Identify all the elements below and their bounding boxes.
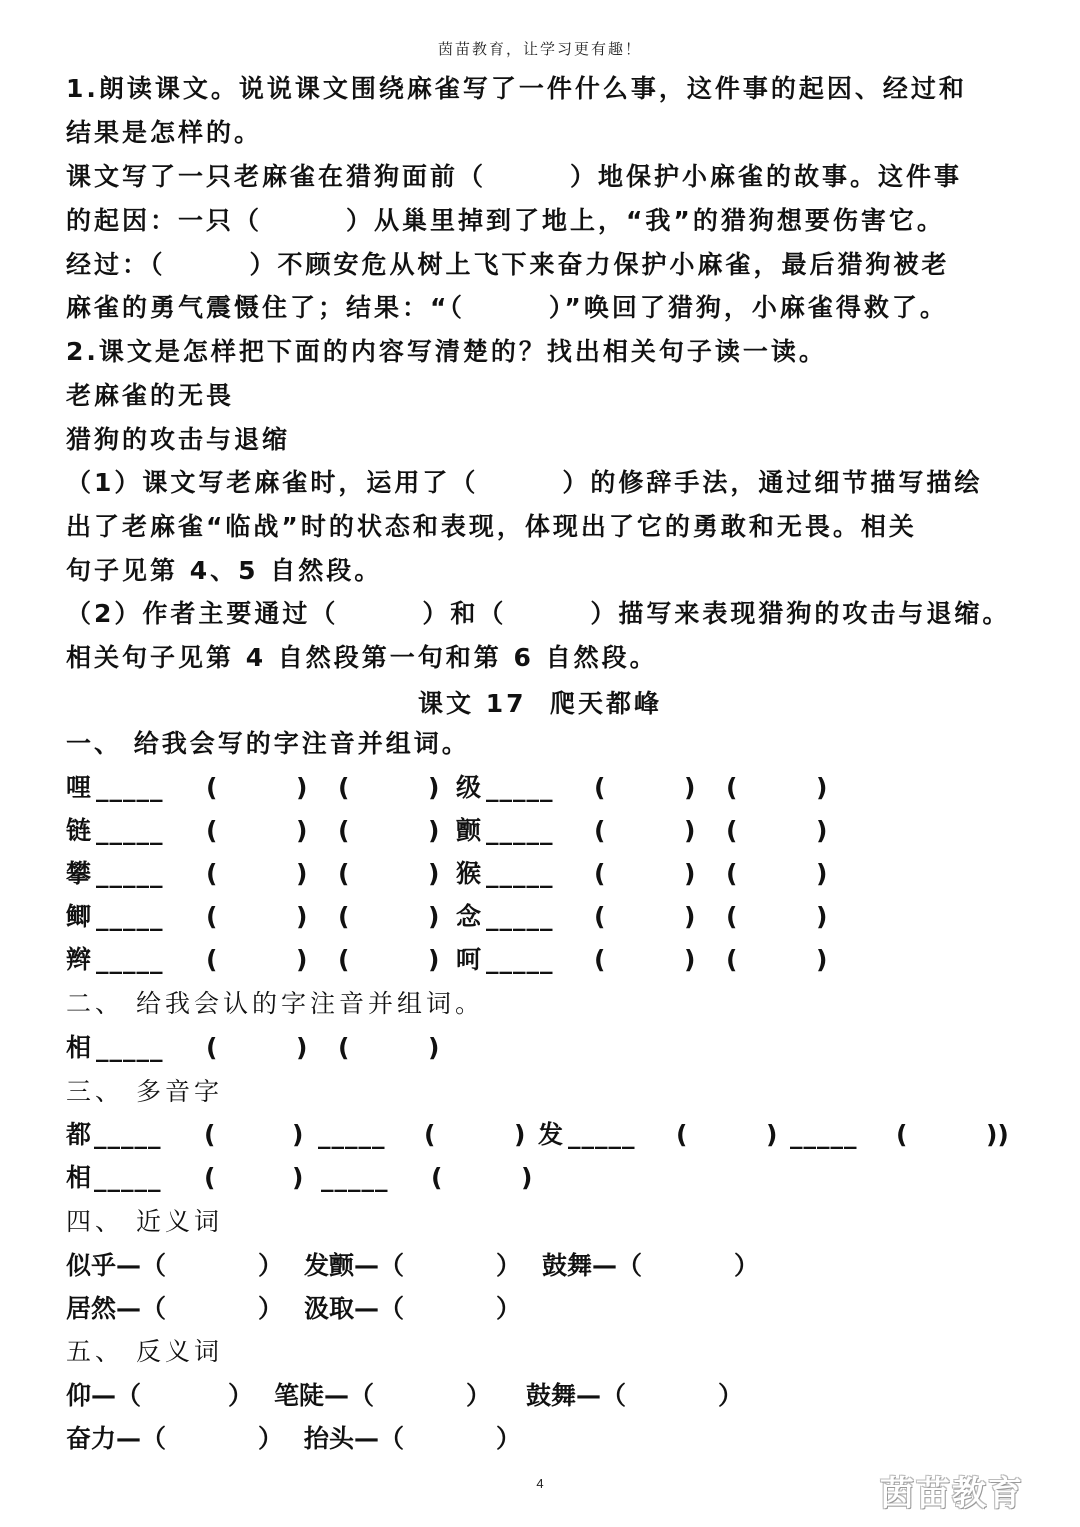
section-5-heading: 五、 反义词 xyxy=(66,1337,223,1366)
word-open: ( xyxy=(594,859,606,888)
section-3-heading: 三、 多音字 xyxy=(66,1077,223,1106)
antonym-word: 笔陡—（ xyxy=(274,1381,375,1410)
word-close: ) xyxy=(816,859,828,888)
word-close: ) xyxy=(816,902,828,931)
pinyin-blank[interactable]: _____ xyxy=(486,902,554,931)
word-blank[interactable]: _____ xyxy=(790,1120,858,1149)
section-2-heading: 二、 给我会认的字注音并组词。 xyxy=(66,989,484,1018)
word-close: ) xyxy=(296,773,308,802)
word-open: ( xyxy=(206,1033,218,1062)
answer-close: ） xyxy=(496,1294,522,1323)
word-blank[interactable]: _____ xyxy=(94,1163,162,1192)
pinyin-close: ) xyxy=(292,1163,304,1192)
word-open: ( xyxy=(206,859,218,888)
pinyin-blank[interactable]: _____ xyxy=(96,816,164,845)
page-number: 4 xyxy=(536,1476,544,1491)
word-blank[interactable]: _____ xyxy=(568,1120,636,1149)
word-close: ) xyxy=(816,816,828,845)
lesson-title: 课文 17 爬天都峰 xyxy=(418,689,662,718)
synonym-word: 发颤—（ xyxy=(304,1251,405,1280)
word-close: ) xyxy=(816,773,828,802)
answer-1-line-4: 麻雀的勇气震慑住了；结果：“（ ）”唤回了猎狗，小麻雀得救了。 xyxy=(66,293,948,322)
antonym-word: 鼓舞—（ xyxy=(526,1381,627,1410)
word-open: ( xyxy=(338,773,350,802)
answer-close: ） xyxy=(496,1251,522,1280)
pinyin-close: ) xyxy=(292,1120,304,1149)
polyphone-char: 发 xyxy=(538,1120,564,1149)
pinyin-blank[interactable]: _____ xyxy=(486,945,554,974)
section-4-heading: 四、 近义词 xyxy=(66,1207,223,1236)
char-left: 哩 xyxy=(66,773,92,802)
pinyin-close: ) xyxy=(521,1163,533,1192)
word-close: ) xyxy=(296,945,308,974)
char-left: 攀 xyxy=(66,859,92,888)
topic-sparrow: 老麻雀的无畏 xyxy=(66,381,235,410)
char-right: 级 xyxy=(456,773,482,802)
pinyin-open: ( xyxy=(204,1163,216,1192)
question-1-line-2: 结果是怎样的。 xyxy=(66,118,263,147)
page-header-slogan: 茵苗教育，让学习更有趣！ xyxy=(437,40,642,58)
pinyin-open: ( xyxy=(424,1120,436,1149)
word-close: ) xyxy=(296,859,308,888)
antonym-word: 仰—（ xyxy=(66,1381,142,1410)
word-close: ) xyxy=(296,902,308,931)
word-open: ( xyxy=(594,773,606,802)
topic-dog: 猎狗的攻击与退缩 xyxy=(66,425,291,454)
pinyin-close: ) xyxy=(766,1120,778,1149)
answer-2-1-line-1: （1）课文写老麻雀时，运用了（ ）的修辞手法，通过细节描写描绘 xyxy=(66,468,983,497)
answer-close: ） xyxy=(258,1294,284,1323)
answer-2-1-line-3: 句子见第 4、5 自然段。 xyxy=(66,556,383,585)
char-left: 辫 xyxy=(66,945,92,974)
answer-close: ） xyxy=(718,1381,744,1410)
answer-close: ） xyxy=(258,1424,284,1453)
antonym-word: 抬头—（ xyxy=(304,1424,405,1453)
pinyin-close: ) xyxy=(514,1120,526,1149)
word-open: ( xyxy=(726,902,738,931)
pinyin-close: )) xyxy=(986,1120,1009,1149)
answer-1-line-2: 的起因：一只（ ）从巢里掉到了地上，“我”的猎狗想要伤害它。 xyxy=(66,206,945,235)
word-close: ) xyxy=(816,945,828,974)
answer-2-1-line-2: 出了老麻雀“临战”时的状态和表现，体现出了它的勇敢和无畏。相关 xyxy=(66,512,917,541)
word-open: ( xyxy=(206,773,218,802)
word-close: ) xyxy=(428,859,440,888)
word-close: ) xyxy=(428,902,440,931)
word-close: ) xyxy=(428,773,440,802)
word-close: ) xyxy=(428,1033,440,1062)
word-open: ( xyxy=(726,816,738,845)
synonym-word: 似乎—（ xyxy=(66,1251,167,1280)
answer-close: ） xyxy=(466,1381,492,1410)
pinyin-open: ( xyxy=(204,1120,216,1149)
pinyin-blank[interactable]: _____ xyxy=(486,859,554,888)
synonym-word: 汲取—（ xyxy=(304,1294,405,1323)
word-open: ( xyxy=(338,902,350,931)
pinyin-blank[interactable]: _____ xyxy=(96,945,164,974)
word-open: ( xyxy=(594,945,606,974)
char-left: 鲫 xyxy=(66,902,92,931)
answer-2-2-line-1: （2）作者主要通过（ ）和（ ）描写来表现猎狗的攻击与退缩。 xyxy=(66,599,1011,628)
word-blank[interactable]: _____ xyxy=(94,1120,162,1149)
word-open: ( xyxy=(594,816,606,845)
section-1-heading: 一、 给我会写的字注音并组词。 xyxy=(66,729,470,758)
synonym-word: 居然—（ xyxy=(66,1294,167,1323)
answer-1-line-1: 课文写了一只老麻雀在猎狗面前（ ）地保护小麻雀的故事。这件事 xyxy=(66,162,963,191)
char-right: 呵 xyxy=(456,945,482,974)
char-right: 念 xyxy=(456,902,482,931)
polyphone-char: 都 xyxy=(66,1120,92,1149)
word-close: ) xyxy=(428,816,440,845)
answer-close: ） xyxy=(228,1381,254,1410)
answer-close: ） xyxy=(496,1424,522,1453)
word-open: ( xyxy=(338,945,350,974)
word-close: ) xyxy=(684,773,696,802)
antonym-word: 奋力—（ xyxy=(66,1424,167,1453)
word-close: ) xyxy=(684,859,696,888)
pinyin-open: ( xyxy=(431,1163,443,1192)
word-open: ( xyxy=(338,859,350,888)
char-right: 猴 xyxy=(456,859,482,888)
char-right: 颤 xyxy=(456,816,482,845)
pinyin-blank[interactable]: _____ xyxy=(96,902,164,931)
pinyin-blank[interactable]: _____ xyxy=(96,859,164,888)
synonym-word: 鼓舞—（ xyxy=(542,1251,643,1280)
watermark-logo: 茵苗教育 xyxy=(880,1474,1024,1514)
word-close: ) xyxy=(296,1033,308,1062)
answer-close: ） xyxy=(258,1251,284,1280)
word-blank[interactable]: _____ xyxy=(318,1120,386,1149)
word-open: ( xyxy=(206,945,218,974)
char-left: 链 xyxy=(66,816,92,845)
word-open: ( xyxy=(726,945,738,974)
answer-1-line-3: 经过：（ ）不顾安危从树上飞下来奋力保护小麻雀，最后猎狗被老 xyxy=(66,250,950,279)
word-close: ) xyxy=(684,816,696,845)
answer-2-2-line-2: 相关句子见第 4 自然段第一句和第 6 自然段。 xyxy=(66,643,658,672)
question-2: 2.课文是怎样把下面的内容写清楚的？找出相关句子读一读。 xyxy=(66,337,827,366)
word-close: ) xyxy=(428,945,440,974)
char-left: 相 xyxy=(66,1033,92,1062)
pinyin-open: ( xyxy=(676,1120,688,1149)
word-open: ( xyxy=(726,859,738,888)
pinyin-blank[interactable]: _____ xyxy=(486,816,554,845)
pinyin-blank[interactable]: _____ xyxy=(96,1033,164,1062)
answer-close: ） xyxy=(734,1251,760,1280)
pinyin-open: ( xyxy=(896,1120,908,1149)
pinyin-blank[interactable]: _____ xyxy=(486,773,554,802)
word-blank[interactable]: _____ xyxy=(321,1163,389,1192)
word-open: ( xyxy=(594,902,606,931)
word-open: ( xyxy=(338,1033,350,1062)
word-open: ( xyxy=(338,816,350,845)
word-close: ) xyxy=(684,902,696,931)
word-open: ( xyxy=(726,773,738,802)
word-close: ) xyxy=(296,816,308,845)
word-close: ) xyxy=(684,945,696,974)
word-open: ( xyxy=(206,902,218,931)
question-1-line-1: 1.朗读课文。说说课文围绕麻雀写了一件什么事，这件事的起因、经过和 xyxy=(66,74,967,103)
pinyin-blank[interactable]: _____ xyxy=(96,773,164,802)
word-open: ( xyxy=(206,816,218,845)
polyphone-char: 相 xyxy=(66,1163,92,1192)
